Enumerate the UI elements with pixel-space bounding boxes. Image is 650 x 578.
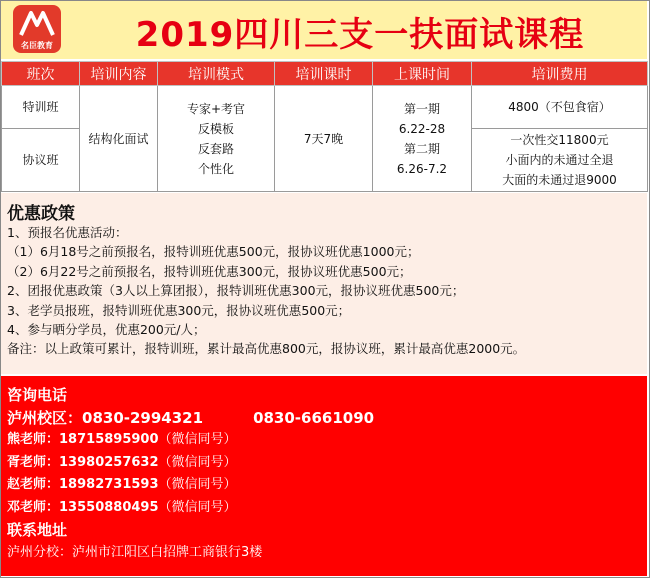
brand-logo (13, 5, 61, 53)
teacher-name: 邓老师： (7, 499, 60, 515)
teacher-note: （微信同号） (158, 432, 237, 447)
teacher-name: 胥老师： (7, 454, 60, 470)
class-special: 特训班 (2, 86, 80, 129)
teacher-phone[interactable]: 13550880495 (59, 499, 159, 515)
time-line: 6.22-28 (398, 121, 446, 136)
col-header-content: 培训内容 (80, 62, 158, 86)
campus-phone-1[interactable]: 0830-2994321 (82, 408, 204, 427)
policy-section (1, 193, 647, 374)
teacher-contact (7, 497, 374, 520)
col-header-class: 班次 (2, 62, 80, 86)
policy-title: 优惠政策 (7, 204, 75, 224)
time-line: 第一期 (403, 101, 440, 116)
teacher-note: （微信同号） (158, 454, 237, 470)
campus-phone-2[interactable]: 0830-6661090 (253, 408, 375, 427)
course-table (1, 61, 648, 192)
col-header-fee: 培训费用 (472, 62, 648, 86)
mode-line: 反套路 (197, 141, 234, 156)
page-title: 2019四川三支一扶面试课程 (135, 15, 585, 55)
contact-heading: 咨询电话 (7, 386, 68, 404)
time-line: 第二期 (403, 141, 440, 156)
table-row (2, 86, 648, 129)
contact-section (1, 376, 647, 576)
fee-special: 4800（不包食宿） (472, 86, 648, 129)
teacher-contact (7, 474, 374, 497)
policy-line: 1、预报名优惠活动： (7, 225, 128, 240)
training-mode (158, 86, 275, 192)
policy-line: 4、参与晒分学员，优惠200元/人； (7, 322, 206, 338)
address: 泸州分校：泸州市江阳区白招牌工商银行3楼 (7, 544, 263, 560)
time-line: 6.26-7.2 (396, 161, 448, 176)
teacher-contact (7, 429, 374, 452)
logo-text: 名臣教育 (21, 41, 53, 50)
teacher-phone[interactable]: 18715895900 (59, 432, 159, 447)
teacher-name: 熊老师： (7, 432, 60, 447)
class-time (373, 86, 472, 192)
address-heading: 联系地址 (7, 521, 68, 539)
mode-line: 专家+考官 (186, 101, 246, 116)
col-header-hours: 培训课时 (275, 62, 373, 86)
teacher-phone[interactable]: 18982731593 (59, 477, 159, 492)
campus-phones (7, 407, 374, 430)
teacher-name: 赵老师： (7, 477, 60, 492)
teacher-note: （微信同号） (158, 499, 237, 515)
logo-mark-icon (17, 9, 57, 39)
header (1, 1, 647, 59)
mode-line: 反模板 (197, 121, 234, 136)
campus-label: 泸州校区： (7, 408, 83, 427)
training-hours: 7天7晚 (275, 86, 373, 192)
table-header-row (2, 62, 648, 86)
fee-agreement (472, 129, 648, 192)
training-content: 结构化面试 (80, 86, 158, 192)
fee-line: 小面内的未通过全退 (505, 153, 614, 167)
teacher-contact (7, 452, 374, 475)
policy-line: （2）6月22号之前预报名，报特训班优惠300元，报协议班优惠500元； (7, 263, 412, 279)
policy-line: （1）6月18号之前预报名，报特训班优惠500元，报协议班优惠1000元； (7, 244, 420, 260)
fee-line: 一次性交11800元 (510, 133, 609, 147)
policy-list (7, 223, 525, 359)
policy-line: 备注：以上政策可累计，报特训班，累计最高优惠800元，报协议班，累计最高优惠2000元。 (7, 341, 526, 357)
policy-line: 3、老学员报班，报特训班优惠300元，报协议班优惠500元； (7, 302, 351, 318)
col-header-time: 上课时间 (373, 62, 472, 86)
mode-line: 个性化 (197, 161, 234, 176)
class-agreement: 协议班 (2, 129, 80, 192)
col-header-mode: 培训模式 (158, 62, 275, 86)
fee-line: 大面的未通过退9000 (502, 173, 617, 187)
policy-line: 2、团报优惠政策（3人以上算团报），报特训班优惠300元，报协议班优惠500元； (7, 283, 465, 299)
teacher-note: （微信同号） (158, 477, 237, 492)
teacher-phone[interactable]: 13980257632 (59, 454, 159, 470)
